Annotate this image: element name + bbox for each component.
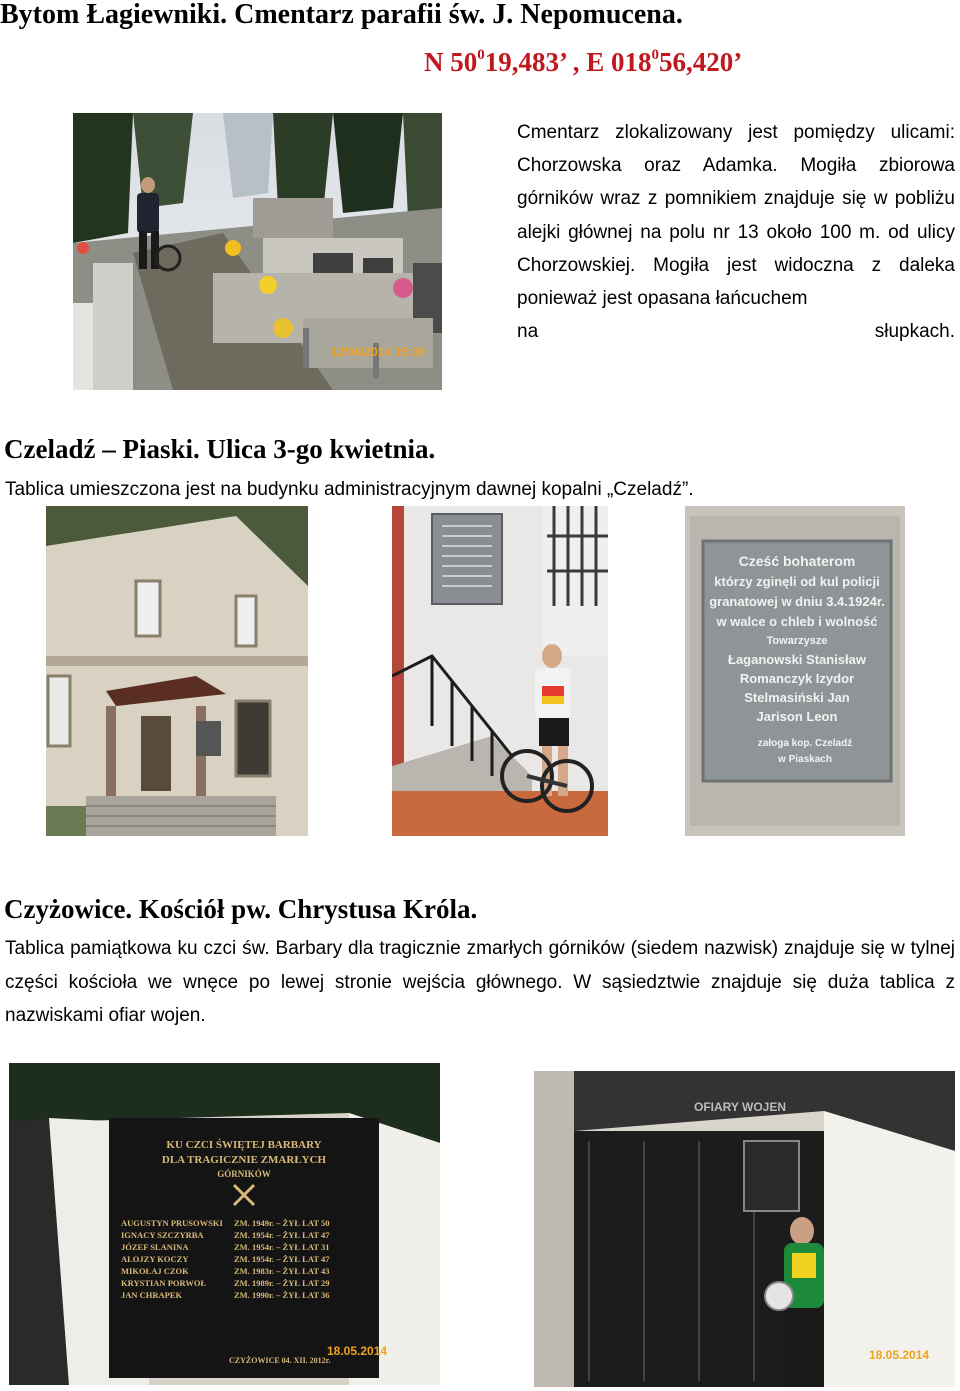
plaque-line-11: w Piaskach <box>778 754 832 765</box>
plaque-line-8: Stelmasiński Jan <box>744 690 850 705</box>
war-plaque-title: OFIARY WOJEN <box>694 1100 787 1114</box>
miner-date-2: ZM. 1954r. – ŻYŁ LAT 47 <box>234 1230 330 1240</box>
miner-name-2: IGNACY SZCZYRBA <box>121 1230 204 1240</box>
miner-name-5: MIKOŁAJ CZOK <box>121 1266 189 1276</box>
page-title: Bytom Łagiewniki. Cmentarz parafii św. J. Nepomucena. <box>0 0 683 30</box>
miner-name-6: KRYSTIAN PORWOŁ <box>121 1278 207 1288</box>
gps-coordinates: N $50^019,483$’ , E $018^056,420$’ <box>424 47 743 77</box>
miner-name-7: JAN CHRAPEK <box>121 1290 183 1300</box>
czeladz-plaque-photo <box>685 506 905 836</box>
plaque-line-9: Jarison Leon <box>756 709 838 724</box>
plaque-line-1: Cześć bohaterom <box>738 553 856 569</box>
barbara-heading-2: DLA TRAGICZNIE ZMARŁYCH <box>161 1154 327 1166</box>
plaque-line-5: Towarzysze <box>766 635 828 647</box>
barbara-footer: CZYŻOWICE 04. XII. 2012r. <box>229 1356 331 1365</box>
miner-date-3: ZM. 1954r. – ŻYŁ LAT 31 <box>234 1242 330 1252</box>
czyzowice-description: Tablica pamiątkowa ku czci św. Barbary dla tragicznie zmarłych górników (siedem nazwisk) znajduje się w tylnej części kościoła we wnęce po lewej stronie wejścia głównego. W sąsiedztwie znajduje się duża tablica z nazwiskami ofiar wojen. <box>5 938 955 1026</box>
miner-name-3: JÓZEF SLANINA <box>121 1242 189 1252</box>
cyclist-plaque-photo <box>392 506 608 836</box>
czeladz-caption: Tablica umieszczona jest na budynku administracyjnym dawnej kopalni „Czeladź”. <box>5 479 694 500</box>
plaque-line-3: granatowej w dniu 3.4.1924r. <box>709 594 885 609</box>
miner-date-6: ZM. 1989r. – ŻYŁ LAT 29 <box>234 1278 330 1288</box>
miner-name-1: AUGUSTYN PRUSOWSKI <box>121 1218 223 1228</box>
barbara-heading-3: GÓRNIKÓW <box>217 1169 271 1179</box>
plaque-line-6: Łaganowski Stanisław <box>728 652 866 667</box>
photo-date-stamp-left: 18.05.2014 <box>327 1344 388 1358</box>
cemetery-description: Cmentarz zlokalizowany jest pomiędzy ulicami: Chorzowska oraz Adamka. Mogiła zbiorowa górników wraz z pomnikiem znajduje się w pobliżu alejki głównej na polu nr 13 około 100 m. od ulicy Chorzowskiej. Mogiła jest widoczna z daleka ponieważ jest opasana łańcuchem na słupkach. <box>517 122 955 343</box>
miner-name-4: ALOJZY KOCZY <box>121 1254 189 1264</box>
miner-date-1: ZM. 1949r. – ŻYŁ LAT 50 <box>234 1218 330 1228</box>
building-photo <box>46 506 308 836</box>
barbara-heading-1: KU CZCI ŚWIĘTEJ BARBARY <box>166 1139 322 1151</box>
photo-date-stamp-right: 18.05.2014 <box>869 1348 930 1362</box>
plaque-line-4: w walce o chleb i wolność <box>716 614 878 629</box>
cemetery-photo <box>73 113 442 390</box>
plaque-line-10: załoga kop. Czeladź <box>757 738 853 749</box>
plaque-line-7: Romanczyk Izydor <box>739 671 855 686</box>
section-heading-czeladz: Czeladź – Piaski. Ulica 3-go kwietnia. <box>4 434 436 464</box>
war-victims-photo <box>534 1071 955 1387</box>
barbara-plaque-photo <box>9 1063 440 1385</box>
miner-date-4: ZM. 1954r. – ŻYŁ LAT 47 <box>234 1254 330 1264</box>
plaque-line-2: którzy zginęli od kul policji <box>714 574 880 589</box>
photo-date-stamp: 12/04/2014 15:39 <box>331 345 426 359</box>
miner-date-5: ZM. 1983r. – ŻYŁ LAT 43 <box>234 1266 330 1276</box>
miner-date-7: ZM. 1990r. – ŻYŁ LAT 36 <box>234 1290 330 1300</box>
section-heading-czyzowice: Czyżowice. Kościół pw. Chrystusa Króla. <box>4 894 478 924</box>
